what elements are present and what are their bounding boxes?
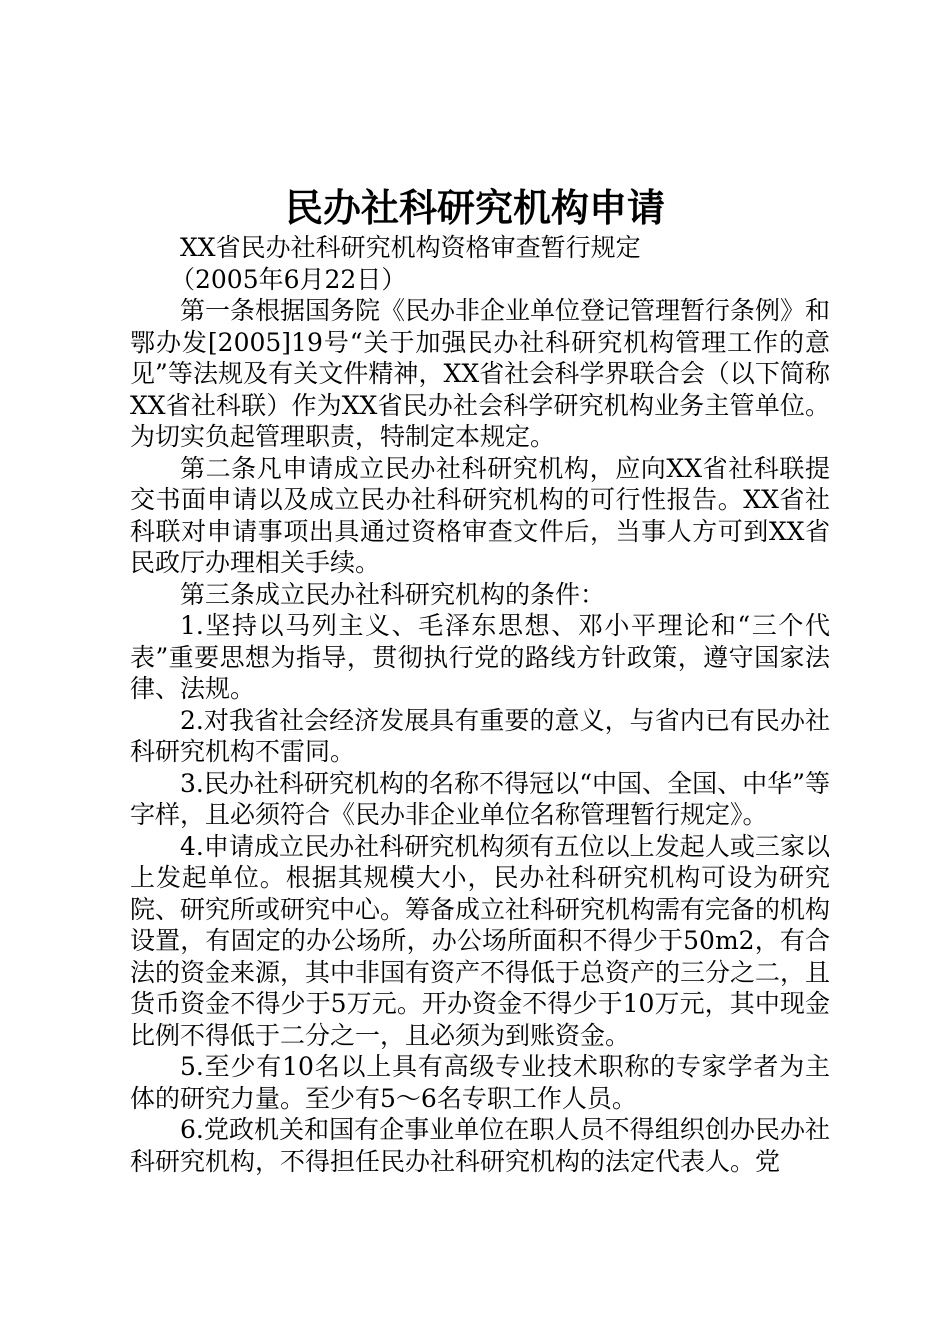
document-title: 民办社科研究机构申请 [284,185,665,230]
condition-4: 4.申请成立民办社科研究机构须有五位以上发起人或三家以上发起单位。根据其规模大小，民办社科研究机构可设为研究院、研究所或研究中心。筹备成立社科研究机构需有完备的机构设置，有固定的办公场所，办公场所面积不得少于50m2，有合法的资金来源，其中非国有资产不得低于总资产的三分之二，且货币资金不得少于5万元。开办资金不得少于10万元，其中现金比例不得低于二分之一，且必须为到账资金。 [130,831,831,1050]
condition-6: 6.党政机关和国有企事业单位在职人员不得组织创办民办社科研究机构，不得担任民办社科研究机构的法定代表人。党 [130,1115,830,1176]
condition-3: 3.民办社科研究机构的名称不得冠以“中国、全国、中华”等字样，且必须符合《民办非企业单位名称管理暂行规定》。 [130,768,830,829]
article-2: 第二条凡申请成立民办社科研究机构，应向XX省社科联提交书面申请以及成立民办社科研究机构的可行性报告。XX省社科联对申请事项出具通过资格审查文件后，当事人方可到XX省民政厅办理相关手续。 [130,453,830,577]
article-1: 第一条根据国务院《民办非企业单位登记管理暂行条例》和鄂办发[2005]19号“关于加强民办社科研究机构管理工作的意见”等法规及有关文件精神，XX省社会科学界联合会（以下简称XX省社科联）作为XX省民办社会科学研究机构业务主管单位。为切实负起管理职责，特制定本规定。 [130,296,831,451]
regulation-title: XX省民办社科研究机构资格审查暂行规定 [180,233,641,262]
condition-5: 5.至少有10名以上具有高级专业技术职称的专家学者为主体的研究力量。至少有5～6名专职工作人员。 [130,1052,830,1113]
condition-1: 1.坚持以马列主义、毛泽东思想、邓小平理论和“三个代表”重要思想为指导，贯彻执行党的路线方针政策，遵守国家法律、法规。 [130,611,830,703]
regulation-date: （2005年6月22日） [170,264,407,294]
article-3: 第三条成立民办社科研究机构的条件： [180,579,606,609]
condition-2: 2.对我省社会经济发展具有重要的意义，与省内已有民办社科研究机构不雷同。 [130,705,830,766]
document-body [130,232,830,1177]
